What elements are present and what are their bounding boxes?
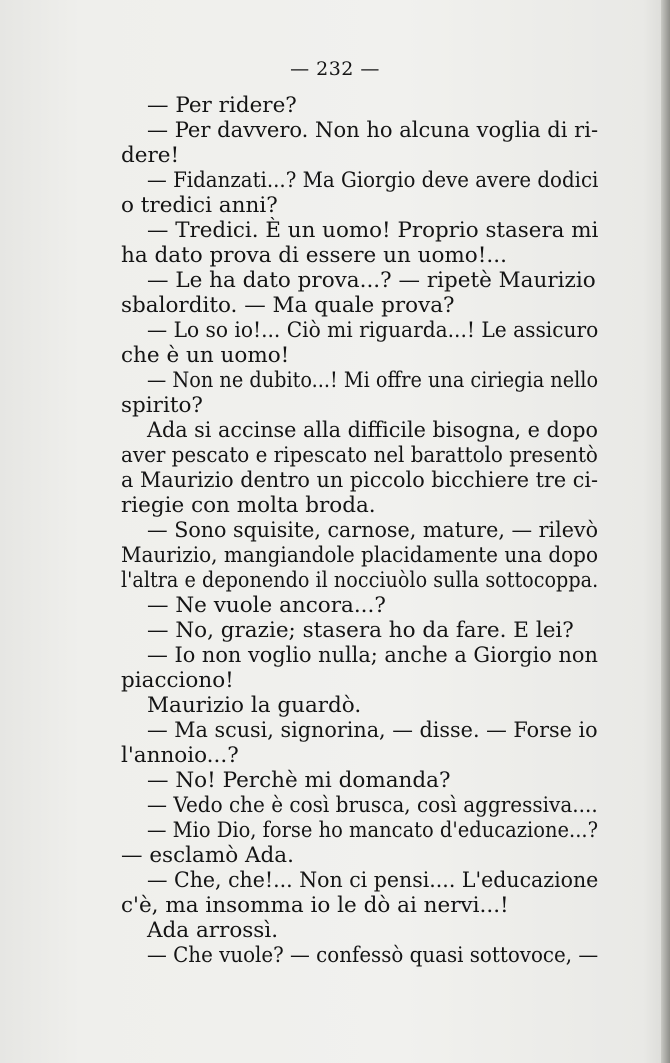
- text-line: — Per davvero. Non ho alcuna voglia di ri-: [147, 118, 599, 143]
- body-text: [0, 93, 670, 1063]
- text-line: — Che, che!... Non ci pensi.... L'educazione: [147, 868, 599, 893]
- text-line: l'annoio...?: [121, 743, 239, 768]
- text-line: — Ne vuole ancora...?: [147, 593, 386, 618]
- text-line: Maurizio, mangiandole placidamente una dopo: [121, 543, 599, 568]
- text-line: — Mio Dio, forse ho mancato d'educazione...?: [147, 818, 599, 843]
- text-line: dere!: [121, 143, 180, 168]
- text-line: l'altra e deponendo il nocciuòlo sulla sottocoppa.: [121, 568, 599, 593]
- text-line: — Fidanzati...? Ma Giorgio deve avere dodici: [147, 168, 599, 193]
- text-line: sbalordito. — Ma quale prova?: [121, 293, 455, 318]
- text-line: aver pescato e ripescato nel barattolo presentò: [121, 443, 598, 468]
- text-line: spirito?: [121, 393, 203, 418]
- text-line: — Lo so io!... Ciò mi riguarda...! Le assicuro: [147, 318, 599, 343]
- text-line: a Maurizio dentro un piccolo bicchiere tre ci-: [121, 468, 599, 493]
- text-line: — esclamò Ada.: [121, 843, 294, 868]
- text-line: — Che vuole? — confessò quasi sottovoce, —: [147, 943, 599, 968]
- text-line: — Io non voglio nulla; anche a Giorgio non: [147, 643, 598, 668]
- text-line: riegie con molta broda.: [121, 493, 376, 518]
- text-line: — No, grazie; stasera ho da fare. E lei?: [147, 618, 574, 643]
- text-line: — No! Perchè mi domanda?: [147, 768, 451, 793]
- text-line: che è un uomo!: [121, 343, 290, 368]
- text-line: — Sono squisite, carnose, mature, — rilevò: [147, 518, 599, 543]
- text-line: Ada arrossì.: [147, 918, 279, 943]
- text-line: — Vedo che è così brusca, così aggressiva....: [147, 793, 598, 818]
- text-line: — Ma scusi, signorina, — disse. — Forse io: [147, 718, 598, 743]
- text-line: Ada si accinse alla difficile bisogna, e dopo: [147, 418, 598, 443]
- text-line: c'è, ma insomma io le dò ai nervi...!: [121, 893, 509, 918]
- text-line: — Le ha dato prova...? — ripetè Maurizio: [147, 268, 596, 293]
- page-number: — 232 —: [290, 58, 380, 80]
- text-line: — Per ridere?: [147, 93, 297, 118]
- text-line: — Non ne dubito...! Mi offre una ciriegia nello: [147, 368, 599, 393]
- text-line: — Tredici. È un uomo! Proprio stasera mi: [147, 218, 599, 243]
- text-line: piacciono!: [121, 668, 234, 693]
- text-line: ha dato prova di essere un uomo!...: [121, 243, 507, 268]
- text-line: o tredici anni?: [121, 193, 278, 218]
- text-line: Maurizio la guardò.: [147, 693, 362, 718]
